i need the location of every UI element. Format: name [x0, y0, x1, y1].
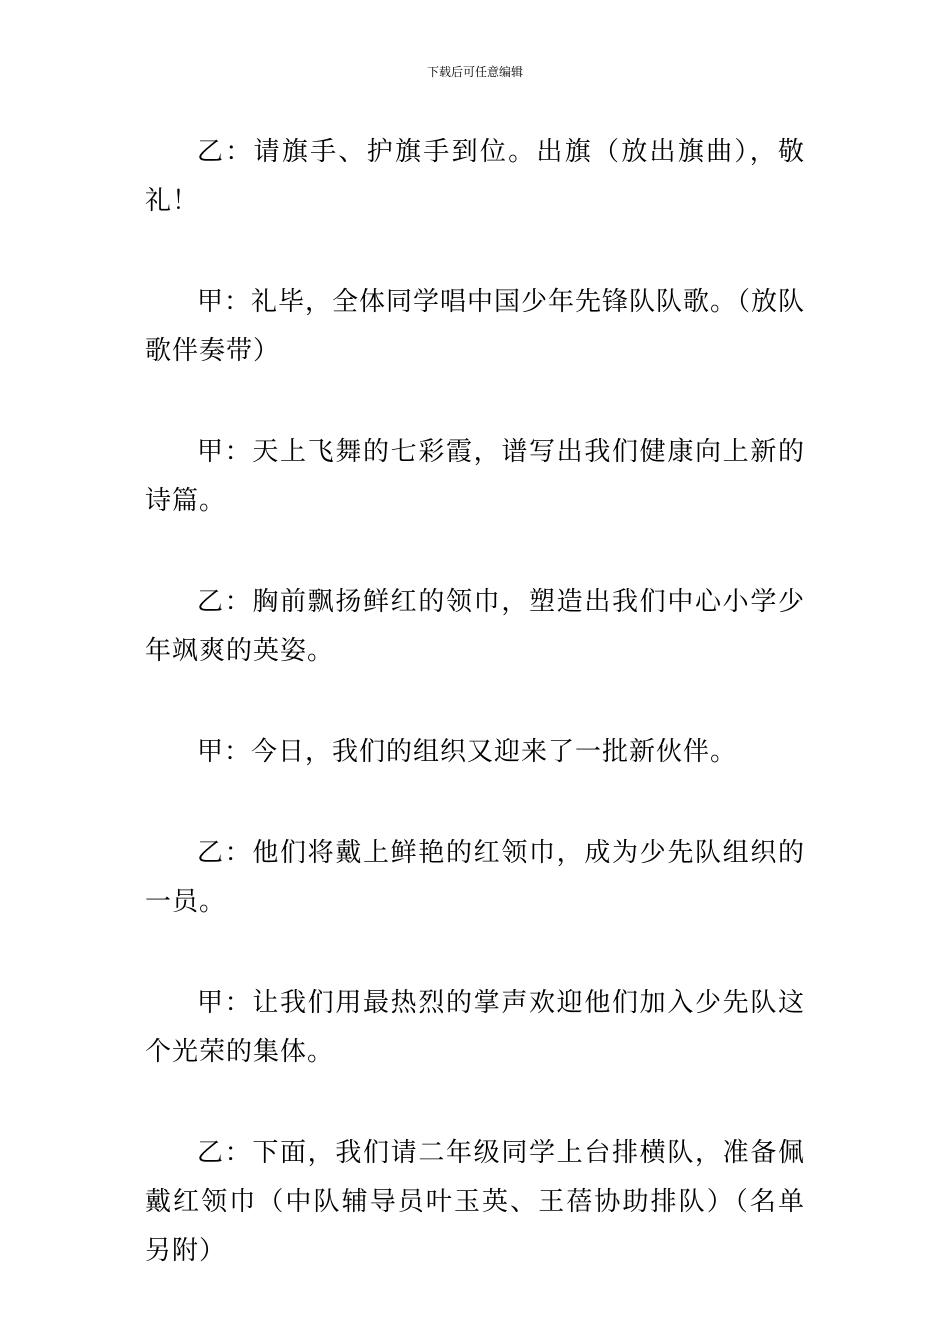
paragraph-applause: 甲：让我们用最热烈的掌声欢迎他们加入少先队这个光荣的集体。	[145, 988, 805, 1067]
paragraph-rainbow: 甲：天上飞舞的七彩霞，谱写出我们健康向上新的诗篇。	[145, 437, 805, 516]
paragraph-wear-scarf: 乙：他们将戴上鲜艳的红领巾，成为少先队组织的一员。	[145, 838, 805, 917]
paragraph-line-up: 乙：下面，我们请二年级同学上台排横队，准备佩戴红领巾（中队辅导员叶玉英、王蓓协助排队）（名单另附）	[145, 1138, 805, 1266]
paragraph-anthem: 甲：礼毕，全体同学唱中国少年先锋队队歌。（放队歌伴奏带）	[145, 287, 806, 366]
paragraph-new-members: 甲：今日，我们的组织又迎来了一批新伙伴。	[197, 737, 738, 767]
paragraph-scarf: 乙：胸前飘扬鲜红的领巾，塑造出我们中心小学少年飒爽的英姿。	[145, 587, 805, 666]
paragraph-flag-raising: 乙：请旗手、护旗手到位。出旗（放出旗曲），敬礼！	[145, 137, 805, 216]
page-header: 下载后可任意编辑	[426, 65, 523, 79]
document-body	[145, 128, 805, 1276]
